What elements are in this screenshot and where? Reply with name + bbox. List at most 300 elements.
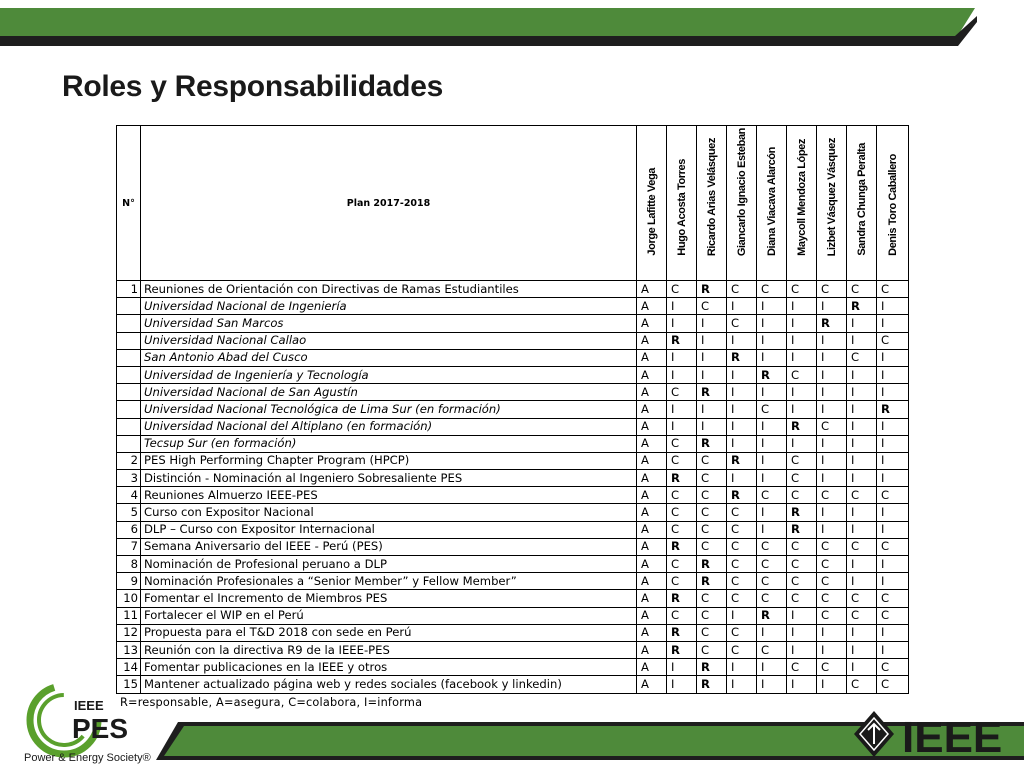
role-cell: C — [817, 487, 847, 504]
role-cell: I — [727, 659, 757, 676]
row-number: 12 — [117, 624, 141, 641]
row-number: 3 — [117, 470, 141, 487]
role-cell: R — [697, 281, 727, 298]
role-cell: I — [787, 332, 817, 349]
header-person — [847, 126, 877, 281]
row-number: 11 — [117, 607, 141, 624]
role-cell: A — [637, 384, 667, 401]
activity-name: Tecsup Sur (en formación) — [141, 435, 637, 452]
role-cell: R — [817, 315, 847, 332]
row-number — [117, 418, 141, 435]
header-person — [757, 126, 787, 281]
role-cell: I — [847, 504, 877, 521]
role-cell: C — [697, 607, 727, 624]
role-cell: I — [787, 607, 817, 624]
role-cell: C — [877, 607, 909, 624]
role-cell: C — [757, 538, 787, 555]
legend-text: R=responsable, A=asegura, C=colabora, I=informa — [120, 696, 423, 709]
table-row — [117, 281, 909, 298]
row-number — [117, 384, 141, 401]
role-cell: C — [817, 573, 847, 590]
role-cell: C — [877, 281, 909, 298]
ieee-logo-word: IEEE — [902, 713, 1003, 760]
table-row — [117, 452, 909, 469]
role-cell: A — [637, 435, 667, 452]
role-cell: A — [637, 487, 667, 504]
role-cell: I — [757, 659, 787, 676]
top-decorative-band — [0, 0, 1024, 52]
role-cell: I — [667, 366, 697, 383]
activity-name: Propuesta para el T&D 2018 con sede en Perú — [141, 624, 637, 641]
header-person — [817, 126, 847, 281]
table-row — [117, 366, 909, 383]
role-cell: A — [637, 573, 667, 590]
row-number — [117, 435, 141, 452]
role-cell: I — [787, 298, 817, 315]
table-row — [117, 349, 909, 366]
table-header-row — [117, 126, 909, 281]
role-cell: I — [877, 470, 909, 487]
role-cell: C — [667, 556, 697, 573]
role-cell: I — [847, 452, 877, 469]
table-row — [117, 538, 909, 555]
role-cell: I — [667, 298, 697, 315]
role-cell: A — [637, 641, 667, 658]
role-cell: I — [757, 435, 787, 452]
role-cell: I — [817, 298, 847, 315]
role-cell: I — [877, 521, 909, 538]
role-cell: C — [667, 504, 697, 521]
role-cell: C — [877, 676, 909, 693]
role-cell: I — [817, 366, 847, 383]
person-name: Ricardo Arias Velásquez — [705, 137, 718, 256]
role-cell: C — [697, 504, 727, 521]
role-cell: R — [727, 487, 757, 504]
role-cell: I — [817, 452, 847, 469]
activity-name: DLP – Curso con Expositor Internacional — [141, 521, 637, 538]
role-cell: A — [637, 538, 667, 555]
activity-name: Fomentar el Incremento de Miembros PES — [141, 590, 637, 607]
activity-name: Fortalecer el WIP en el Perú — [141, 607, 637, 624]
role-cell: I — [727, 298, 757, 315]
role-cell: C — [787, 573, 817, 590]
role-cell: C — [697, 641, 727, 658]
role-cell: C — [757, 487, 787, 504]
role-cell: R — [667, 590, 697, 607]
role-cell: A — [637, 590, 667, 607]
role-cell: I — [877, 366, 909, 383]
role-cell: R — [787, 504, 817, 521]
pes-logo-word: PES — [72, 713, 129, 744]
role-cell: I — [847, 573, 877, 590]
row-number — [117, 298, 141, 315]
role-cell: I — [847, 315, 877, 332]
role-cell: R — [667, 538, 697, 555]
role-cell: C — [667, 487, 697, 504]
table-row — [117, 298, 909, 315]
role-cell: I — [847, 435, 877, 452]
role-cell: C — [727, 281, 757, 298]
row-number: 15 — [117, 676, 141, 693]
row-number: 13 — [117, 641, 141, 658]
row-number: 8 — [117, 556, 141, 573]
role-cell: I — [817, 470, 847, 487]
role-cell: C — [847, 676, 877, 693]
table-row — [117, 607, 909, 624]
header-person — [637, 126, 667, 281]
role-cell: C — [757, 281, 787, 298]
role-cell: A — [637, 659, 667, 676]
role-cell: C — [817, 607, 847, 624]
role-cell: C — [787, 487, 817, 504]
header-person — [787, 126, 817, 281]
role-cell: A — [637, 676, 667, 693]
role-cell: C — [817, 538, 847, 555]
role-cell: I — [757, 676, 787, 693]
ieee-logo — [852, 708, 1022, 760]
role-cell: I — [817, 624, 847, 641]
activity-name: Universidad San Marcos — [141, 315, 637, 332]
role-cell: R — [697, 659, 727, 676]
row-number: 10 — [117, 590, 141, 607]
role-cell: C — [787, 281, 817, 298]
role-cell: C — [877, 332, 909, 349]
role-cell: A — [637, 332, 667, 349]
role-cell: I — [847, 401, 877, 418]
role-cell: I — [667, 676, 697, 693]
role-cell: R — [667, 332, 697, 349]
table-row — [117, 315, 909, 332]
role-cell: C — [817, 659, 847, 676]
role-cell: C — [787, 470, 817, 487]
role-cell: I — [847, 556, 877, 573]
role-cell: I — [667, 315, 697, 332]
role-cell: C — [877, 590, 909, 607]
role-cell: C — [667, 573, 697, 590]
role-cell: I — [787, 435, 817, 452]
role-cell: C — [727, 641, 757, 658]
role-cell: C — [757, 641, 787, 658]
role-cell: I — [877, 298, 909, 315]
role-cell: C — [667, 521, 697, 538]
role-cell: R — [787, 521, 817, 538]
role-cell: R — [757, 366, 787, 383]
role-cell: C — [697, 521, 727, 538]
role-cell: I — [727, 401, 757, 418]
activity-name: Mantener actualizado página web y redes sociales (facebook y linkedin) — [141, 676, 637, 693]
activity-name: Universidad Nacional Callao — [141, 332, 637, 349]
row-number: 4 — [117, 487, 141, 504]
table-row — [117, 470, 909, 487]
role-cell: I — [877, 452, 909, 469]
role-cell: C — [847, 538, 877, 555]
role-cell: R — [697, 435, 727, 452]
role-cell: C — [877, 487, 909, 504]
row-number: 7 — [117, 538, 141, 555]
activity-name: Reunión con la directiva R9 de la IEEE-PES — [141, 641, 637, 658]
role-cell: C — [727, 573, 757, 590]
role-cell: R — [787, 418, 817, 435]
table-row — [117, 641, 909, 658]
role-cell: C — [727, 624, 757, 641]
activity-name: Nominación Profesionales a “Senior Member” y Fellow Member” — [141, 573, 637, 590]
role-cell: C — [697, 452, 727, 469]
role-cell: A — [637, 452, 667, 469]
role-cell: C — [817, 556, 847, 573]
activity-name: Reuniones de Orientación con Directivas de Ramas Estudiantiles — [141, 281, 637, 298]
role-cell: C — [727, 538, 757, 555]
role-cell: I — [877, 573, 909, 590]
role-cell: C — [787, 556, 817, 573]
role-cell: A — [637, 504, 667, 521]
header-plan: Plan 2017-2018 — [141, 126, 637, 281]
role-cell: I — [757, 504, 787, 521]
role-cell: I — [667, 349, 697, 366]
role-cell: C — [667, 435, 697, 452]
row-number — [117, 349, 141, 366]
row-number: 2 — [117, 452, 141, 469]
role-cell: I — [697, 366, 727, 383]
role-cell: I — [727, 384, 757, 401]
role-cell: R — [697, 556, 727, 573]
person-name: Giancarlo Ignacio Esteban — [735, 127, 748, 256]
role-cell: C — [877, 659, 909, 676]
role-cell: I — [727, 435, 757, 452]
role-cell: I — [697, 401, 727, 418]
row-number: 1 — [117, 281, 141, 298]
role-cell: I — [787, 401, 817, 418]
role-cell: I — [877, 556, 909, 573]
role-cell: I — [847, 521, 877, 538]
row-number — [117, 315, 141, 332]
role-cell: A — [637, 315, 667, 332]
role-cell: C — [697, 624, 727, 641]
role-cell: C — [727, 504, 757, 521]
table-row — [117, 590, 909, 607]
role-cell: I — [877, 349, 909, 366]
role-cell: R — [757, 607, 787, 624]
row-number: 5 — [117, 504, 141, 521]
person-name: Hugo Acosta Torres — [675, 159, 688, 256]
role-cell: I — [877, 435, 909, 452]
role-cell: I — [847, 470, 877, 487]
role-cell: I — [757, 384, 787, 401]
role-cell: I — [787, 624, 817, 641]
activity-name: Nominación de Profesional peruano a DLP — [141, 556, 637, 573]
person-name: Diana Viacava Alarcón — [765, 147, 778, 256]
person-name: Maycoll Mendoza López — [795, 139, 808, 256]
activity-name: Universidad Nacional del Altiplano (en formación) — [141, 418, 637, 435]
role-cell: I — [817, 504, 847, 521]
role-cell: C — [847, 607, 877, 624]
role-cell: C — [727, 521, 757, 538]
table-row — [117, 573, 909, 590]
role-cell: C — [697, 298, 727, 315]
person-name: Sandra Chunga Peralta — [855, 143, 868, 256]
role-cell: C — [727, 556, 757, 573]
role-cell: I — [787, 641, 817, 658]
role-cell: I — [727, 676, 757, 693]
role-cell: I — [787, 676, 817, 693]
table-row — [117, 556, 909, 573]
role-cell: R — [697, 573, 727, 590]
role-cell: R — [727, 349, 757, 366]
role-cell: C — [667, 281, 697, 298]
role-cell: C — [667, 384, 697, 401]
role-cell: C — [757, 573, 787, 590]
table-row — [117, 521, 909, 538]
table-row — [117, 418, 909, 435]
table-row — [117, 487, 909, 504]
table-row — [117, 332, 909, 349]
role-cell: I — [697, 418, 727, 435]
role-cell: I — [757, 624, 787, 641]
role-cell: C — [727, 590, 757, 607]
role-cell: A — [637, 401, 667, 418]
role-cell: I — [877, 384, 909, 401]
activity-name: Universidad de Ingeniería y Tecnología — [141, 366, 637, 383]
role-cell: R — [847, 298, 877, 315]
roles-responsibilities-table — [116, 125, 909, 694]
person-name: Lizbet Vásquez Vásquez — [825, 137, 838, 256]
role-cell: I — [817, 349, 847, 366]
row-number — [117, 332, 141, 349]
role-cell: C — [787, 452, 817, 469]
role-cell: R — [727, 452, 757, 469]
role-cell: I — [847, 641, 877, 658]
role-cell: R — [667, 641, 697, 658]
role-cell: A — [637, 418, 667, 435]
header-person — [727, 126, 757, 281]
role-cell: C — [817, 418, 847, 435]
role-cell: R — [697, 676, 727, 693]
role-cell: C — [697, 487, 727, 504]
role-cell: A — [637, 556, 667, 573]
role-cell: A — [637, 607, 667, 624]
role-cell: I — [877, 315, 909, 332]
table-row — [117, 676, 909, 693]
role-cell: C — [667, 452, 697, 469]
role-cell: C — [817, 590, 847, 607]
role-cell: I — [727, 607, 757, 624]
role-cell: I — [757, 332, 787, 349]
table-row — [117, 401, 909, 418]
slide-title: Roles y Responsabilidades — [62, 70, 443, 103]
role-cell: I — [817, 384, 847, 401]
role-cell: I — [817, 401, 847, 418]
role-cell: I — [817, 521, 847, 538]
header-person — [667, 126, 697, 281]
header-person — [697, 126, 727, 281]
role-cell: I — [757, 349, 787, 366]
role-cell: R — [877, 401, 909, 418]
role-cell: I — [787, 384, 817, 401]
activity-name: Universidad Nacional de Ingeniería — [141, 298, 637, 315]
header-person — [877, 126, 909, 281]
table-row — [117, 624, 909, 641]
activity-name: Reuniones Almuerzo IEEE-PES — [141, 487, 637, 504]
role-cell: I — [757, 470, 787, 487]
activity-name: Curso con Expositor Nacional — [141, 504, 637, 521]
table-row — [117, 384, 909, 401]
role-cell: C — [787, 659, 817, 676]
role-cell: A — [637, 521, 667, 538]
role-cell: I — [847, 659, 877, 676]
role-cell: C — [757, 556, 787, 573]
role-cell: I — [877, 624, 909, 641]
role-cell: I — [877, 418, 909, 435]
role-cell: I — [817, 641, 847, 658]
role-cell: I — [787, 315, 817, 332]
role-cell: I — [757, 418, 787, 435]
activity-name: Distinción - Nominación al Ingeniero Sobresaliente PES — [141, 470, 637, 487]
role-cell: I — [817, 676, 847, 693]
table-row — [117, 659, 909, 676]
role-cell: C — [787, 538, 817, 555]
role-cell: I — [757, 315, 787, 332]
person-name: Jorge Lafitte Vega — [645, 168, 658, 256]
role-cell: A — [637, 366, 667, 383]
role-cell: I — [757, 452, 787, 469]
table-row — [117, 504, 909, 521]
role-cell: C — [877, 538, 909, 555]
role-cell: I — [757, 521, 787, 538]
role-cell: I — [727, 470, 757, 487]
role-cell: I — [847, 332, 877, 349]
header-number: N° — [117, 126, 141, 281]
role-cell: C — [847, 349, 877, 366]
role-cell: A — [637, 470, 667, 487]
role-cell: R — [667, 470, 697, 487]
role-cell: C — [697, 470, 727, 487]
role-cell: C — [697, 538, 727, 555]
activity-name: Semana Aniversario del IEEE - Perú (PES) — [141, 538, 637, 555]
role-cell: C — [787, 366, 817, 383]
role-cell: C — [847, 281, 877, 298]
role-cell: A — [637, 298, 667, 315]
role-cell: I — [697, 315, 727, 332]
role-cell: I — [727, 332, 757, 349]
table-body — [117, 281, 909, 694]
role-cell: I — [787, 349, 817, 366]
row-number — [117, 366, 141, 383]
role-cell: R — [697, 384, 727, 401]
role-cell: I — [667, 401, 697, 418]
role-cell: C — [727, 315, 757, 332]
role-cell: I — [817, 332, 847, 349]
row-number — [117, 401, 141, 418]
role-cell: I — [727, 366, 757, 383]
role-cell: C — [667, 607, 697, 624]
pes-logo-tagline: Power & Energy Society® — [24, 752, 151, 764]
role-cell: C — [847, 487, 877, 504]
activity-name: San Antonio Abad del Cusco — [141, 349, 637, 366]
role-cell: I — [727, 418, 757, 435]
role-cell: I — [667, 659, 697, 676]
role-cell: A — [637, 281, 667, 298]
role-cell: I — [847, 384, 877, 401]
role-cell: I — [847, 624, 877, 641]
role-cell: I — [757, 298, 787, 315]
activity-name: Universidad Nacional Tecnológica de Lima Sur (en formación) — [141, 401, 637, 418]
activity-name: PES High Performing Chapter Program (HPCP) — [141, 452, 637, 469]
role-cell: I — [847, 366, 877, 383]
role-cell: C — [787, 590, 817, 607]
activity-name: Universidad Nacional de San Agustín — [141, 384, 637, 401]
role-cell: C — [847, 590, 877, 607]
role-cell: I — [877, 504, 909, 521]
role-cell: I — [877, 641, 909, 658]
